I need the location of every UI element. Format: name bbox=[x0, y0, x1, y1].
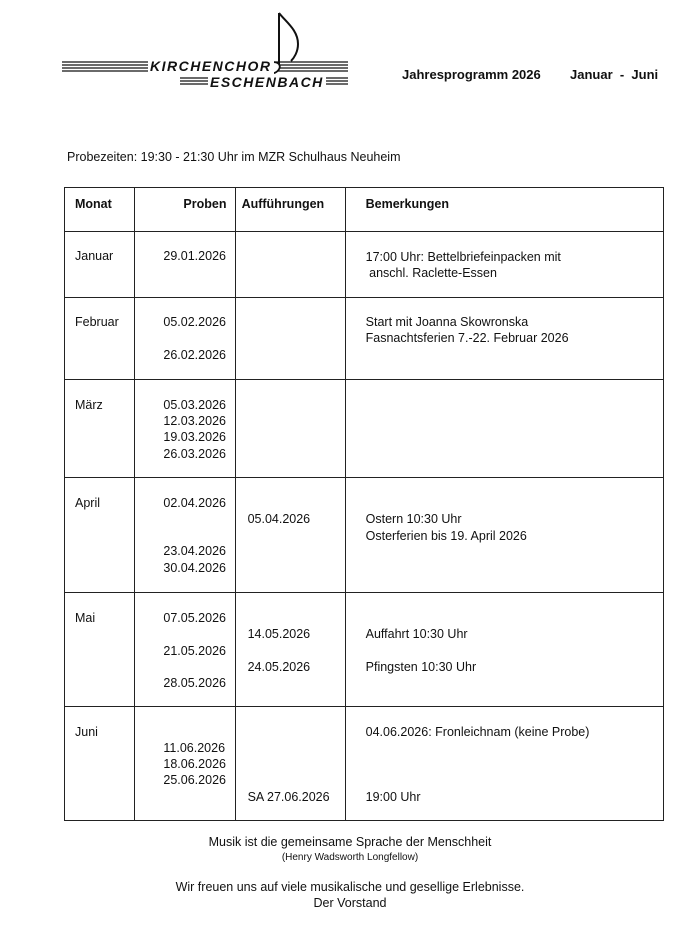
month-label: März bbox=[75, 398, 103, 412]
month-label: April bbox=[75, 496, 101, 510]
cell-auffuehrungen bbox=[235, 380, 345, 478]
remark: 04.06.2026: Fronleichnam (keine Probe) bbox=[365, 725, 590, 739]
rehearsal-date: 02.04.2026 bbox=[163, 496, 226, 510]
header-auffuehrungen bbox=[235, 188, 345, 232]
rehearsal-date: 18.06.2026 bbox=[163, 757, 226, 771]
header-label: Aufführungen bbox=[241, 197, 325, 211]
cell-auffuehrungen bbox=[235, 478, 345, 593]
remark: Ostern 10:30 Uhr bbox=[365, 512, 462, 526]
remark: Osterferien bis 19. April 2026 bbox=[365, 529, 527, 543]
table-header-row bbox=[65, 188, 664, 232]
rehearsal-date: 30.04.2026 bbox=[163, 561, 226, 575]
rehearsal-date: 21.05.2026 bbox=[163, 644, 226, 658]
remark: Start mit Joanna Skowronska bbox=[365, 315, 529, 329]
footer-closing: Wir freuen uns auf viele musikalische und gesellige Erlebnisse. bbox=[175, 880, 525, 894]
header-proben bbox=[135, 188, 235, 232]
rehearsal-date: 07.05.2026 bbox=[163, 611, 226, 625]
cell-bemerkungen bbox=[345, 298, 663, 380]
remark: 17:00 Uhr: Bettelbriefeinpacken mit bbox=[365, 250, 561, 264]
cell-auffuehrungen bbox=[235, 298, 345, 380]
month-label: Februar bbox=[75, 315, 119, 329]
cell-proben bbox=[135, 232, 235, 298]
footer-signature: Der Vorstand bbox=[313, 896, 387, 910]
document-title: Jahresprogramm 2026 bbox=[402, 67, 541, 82]
remark: 19:00 Uhr bbox=[365, 790, 421, 804]
table-row bbox=[65, 593, 664, 707]
cell-bemerkungen bbox=[345, 707, 663, 821]
cell-monat bbox=[65, 478, 135, 593]
cell-proben bbox=[135, 380, 235, 478]
rehearsal-date: 26.03.2026 bbox=[163, 447, 226, 461]
cell-bemerkungen bbox=[345, 478, 663, 593]
table-row bbox=[65, 380, 664, 478]
rehearsal-date: 26.02.2026 bbox=[163, 348, 226, 362]
cell-bemerkungen bbox=[345, 232, 663, 298]
footer-quote-author: (Henry Wadsworth Longfellow) bbox=[281, 852, 419, 863]
document-period: Januar - Juni bbox=[570, 67, 659, 82]
month-label: Mai bbox=[75, 611, 96, 625]
kirchenchor-logo bbox=[60, 10, 350, 95]
cell-auffuehrungen bbox=[235, 593, 345, 707]
cell-proben bbox=[135, 707, 235, 821]
rehearsal-date: 23.04.2026 bbox=[163, 544, 226, 558]
table-row bbox=[65, 478, 664, 593]
table-row bbox=[65, 298, 664, 380]
cell-auffuehrungen bbox=[235, 707, 345, 821]
cell-monat bbox=[65, 380, 135, 478]
footer-quote: Musik ist die gemeinsame Sprache der Menschheit bbox=[208, 835, 492, 849]
rehearsal-date: 29.01.2026 bbox=[163, 249, 226, 263]
rehearsal-date: 19.03.2026 bbox=[163, 430, 226, 444]
header-bemerkungen bbox=[345, 188, 663, 232]
cell-bemerkungen bbox=[345, 593, 663, 707]
logo-line-1: KIRCHENCHOR bbox=[150, 58, 272, 74]
cell-proben bbox=[135, 298, 235, 380]
table-row bbox=[65, 232, 664, 298]
cell-proben bbox=[135, 593, 235, 707]
cell-bemerkungen bbox=[345, 380, 663, 478]
remark: Pfingsten 10:30 Uhr bbox=[365, 660, 477, 674]
cell-auffuehrungen bbox=[235, 232, 345, 298]
rehearsal-date: 05.03.2026 bbox=[163, 398, 226, 412]
cell-monat bbox=[65, 298, 135, 380]
month-label: Januar bbox=[75, 249, 114, 263]
remark: anschl. Raclette-Essen bbox=[365, 266, 497, 280]
performance-date: 24.05.2026 bbox=[247, 660, 311, 674]
rehearsal-date: 25.06.2026 bbox=[163, 773, 226, 787]
rehearsal-date: 28.05.2026 bbox=[163, 676, 226, 690]
rehearsal-date: 05.02.2026 bbox=[163, 315, 226, 329]
table-row bbox=[65, 707, 664, 821]
rehearsal-date: 11.06.2026 bbox=[163, 741, 226, 755]
performance-date: 05.04.2026 bbox=[247, 512, 311, 526]
cell-monat bbox=[65, 232, 135, 298]
header-label: Proben bbox=[183, 197, 227, 211]
logo-line-2: ESCHENBACH bbox=[210, 74, 324, 90]
rehearsal-date: 12.03.2026 bbox=[163, 414, 226, 428]
performance-date: SA 27.06.2026 bbox=[247, 790, 330, 804]
performance-date: 14.05.2026 bbox=[247, 627, 311, 641]
remark: Auffahrt 10:30 Uhr bbox=[365, 627, 468, 641]
header-label: Monat bbox=[75, 197, 112, 211]
rehearsal-times: Probezeiten: 19:30 - 21:30 Uhr im MZR Schulhaus Neuheim bbox=[67, 150, 401, 164]
program-table bbox=[64, 187, 664, 821]
month-label: Juni bbox=[75, 725, 98, 739]
header-label: Bemerkungen bbox=[365, 197, 449, 211]
cell-monat bbox=[65, 707, 135, 821]
remark: Fasnachtsferien 7.-22. Februar 2026 bbox=[365, 331, 569, 345]
cell-monat bbox=[65, 593, 135, 707]
cell-proben bbox=[135, 478, 235, 593]
header-monat bbox=[65, 188, 135, 232]
